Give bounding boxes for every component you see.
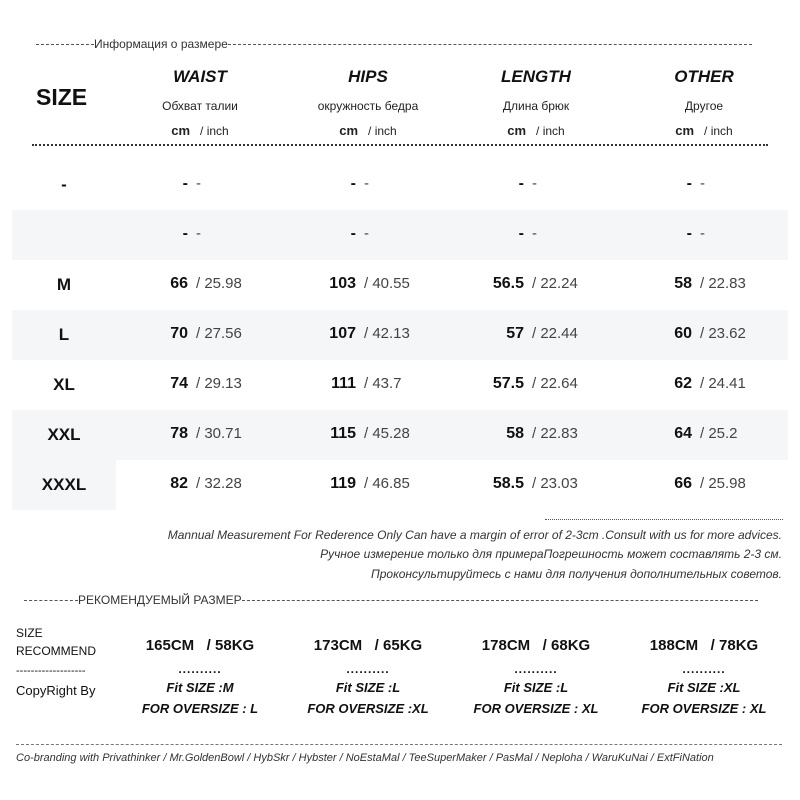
column-subtitle: окружность бедра xyxy=(317,99,419,113)
length-cell: 58.5 / 23.03 xyxy=(492,475,578,492)
dotted-separator: .......... xyxy=(346,662,390,676)
size-cell: XXXL xyxy=(41,475,87,494)
column-header-other xyxy=(624,67,784,138)
size-cell: XL xyxy=(53,375,75,394)
size-heading: SIZE xyxy=(36,84,88,110)
note-line-russian-2: Проконсультируйтесь с нами для получения дополнительных советов. xyxy=(371,567,782,581)
recommend-column xyxy=(452,637,620,716)
column-subtitle: Длина брюк xyxy=(502,99,570,113)
oversize-size: FOR OVERSIZE : XL xyxy=(473,701,599,716)
column-unit: cm / inch xyxy=(675,123,733,138)
copyright-label: CopyRight By xyxy=(16,683,96,698)
column-header-length xyxy=(456,67,616,138)
height-weight: 173CM / 65KG xyxy=(313,637,423,654)
table-row xyxy=(12,360,788,410)
note-line-russian-1: Ручное измерение только для примераПогрешность может составлять 2-3 см. xyxy=(320,547,782,561)
hips-cell: 107 / 42.13 xyxy=(329,325,410,342)
other-cell: 60 / 23.62 xyxy=(674,325,746,342)
column-title: LENGTH xyxy=(501,67,571,86)
recommend-label-size: SIZE xyxy=(16,626,43,640)
recommend-column xyxy=(116,637,284,716)
footer-divider xyxy=(16,744,782,745)
column-title: WAIST xyxy=(173,67,227,86)
divider xyxy=(24,600,78,601)
column-unit: cm / inch xyxy=(507,123,565,138)
column-title: OTHER xyxy=(674,67,734,86)
table-row xyxy=(12,460,788,510)
other-cell: 64 / 25.2 xyxy=(674,425,738,442)
column-unit: cm / inch xyxy=(171,123,229,138)
hips-cell: - - xyxy=(350,175,369,192)
column-unit: cm / inch xyxy=(339,123,397,138)
waist-cell: 70 / 27.56 xyxy=(170,325,242,342)
recommend-column xyxy=(284,637,452,716)
co-branding-text: Co-branding with Privathinker / Mr.GoldenBowl / HybSkr / Hybster / NoEstaMal / TeeSuperMaker / PasMal / Neploha / WaruKuNai / ExtFiNation xyxy=(16,752,714,764)
height-weight: 188CM / 78KG xyxy=(649,637,759,654)
divider xyxy=(36,44,94,45)
hips-cell: 115 / 45.28 xyxy=(330,425,410,442)
table-row xyxy=(12,410,788,460)
dotted-separator: .......... xyxy=(682,662,726,676)
size-cell: M xyxy=(56,275,72,294)
other-cell: - - xyxy=(686,225,705,242)
oversize-size: FOR OVERSIZE : XL xyxy=(641,701,767,716)
waist-cell: 74 / 29.13 xyxy=(170,375,242,392)
notes-divider xyxy=(545,519,783,520)
table-row xyxy=(12,160,788,210)
size-info-title: Информация о размере xyxy=(94,37,228,51)
column-subtitle: Другое xyxy=(684,99,724,113)
recommend-title-bar xyxy=(24,593,776,607)
table-row xyxy=(12,310,788,360)
other-cell: 62 / 24.41 xyxy=(674,375,746,392)
fit-size: Fit SIZE :XL xyxy=(667,680,741,695)
fit-size: Fit SIZE :M xyxy=(166,680,234,695)
header-divider xyxy=(32,144,768,146)
height-weight: 165CM / 58KG xyxy=(145,637,255,654)
oversize-size: FOR OVERSIZE : L xyxy=(141,701,259,716)
divider xyxy=(242,600,758,601)
size-cell: - xyxy=(61,175,67,194)
length-cell: 56.5 / 22.24 xyxy=(492,275,578,292)
recommend-label-divider: ------------------- xyxy=(16,665,86,677)
fit-size: Fit SIZE :L xyxy=(335,680,401,695)
hips-cell: 119 / 46.85 xyxy=(330,475,410,492)
length-cell: 57.5 / 22.64 xyxy=(492,375,578,392)
table-row xyxy=(12,260,788,310)
column-header-hips xyxy=(288,67,448,138)
length-cell: 57 / 22.44 xyxy=(506,325,578,342)
column-header-waist xyxy=(120,67,280,138)
length-cell: - - xyxy=(518,225,537,242)
length-cell: 58 / 22.83 xyxy=(506,425,578,442)
height-weight: 178CM / 68KG xyxy=(481,637,591,654)
divider xyxy=(228,44,752,45)
waist-cell: - - xyxy=(182,225,201,242)
other-cell: 66 / 25.98 xyxy=(674,475,746,492)
size-cell: L xyxy=(58,325,70,344)
column-subtitle: Обхват талии xyxy=(162,99,238,113)
size-info-title-bar xyxy=(36,37,764,51)
fit-size: Fit SIZE :L xyxy=(503,680,569,695)
other-cell: - - xyxy=(686,175,705,192)
hips-cell: 103 / 40.55 xyxy=(329,275,410,292)
length-cell: - - xyxy=(518,175,537,192)
recommend-column xyxy=(620,637,788,716)
table-row xyxy=(12,210,788,260)
hips-cell: - - xyxy=(350,225,369,242)
column-title: HIPS xyxy=(348,67,388,86)
waist-cell: - - xyxy=(182,175,201,192)
waist-cell: 66 / 25.98 xyxy=(170,275,242,292)
oversize-size: FOR OVERSIZE :XL xyxy=(307,701,429,716)
dotted-separator: .......... xyxy=(514,662,558,676)
other-cell: 58 / 22.83 xyxy=(674,275,746,292)
recommend-title: РЕКОМЕНДУЕМЫЙ РАЗМЕР xyxy=(78,593,242,607)
note-line-english: Mannual Measurement For Rederence Only Can have a margin of error of 2-3cm .Consult with us for more advices. xyxy=(167,528,782,542)
waist-cell: 78 / 30.71 xyxy=(170,425,242,442)
recommend-label-recommend: RECOMMEND xyxy=(16,644,96,658)
hips-cell: 111 / 43.7 xyxy=(331,375,402,392)
waist-cell: 82 / 32.28 xyxy=(170,475,242,492)
dotted-separator: .......... xyxy=(178,662,222,676)
size-cell: XXL xyxy=(47,425,81,444)
